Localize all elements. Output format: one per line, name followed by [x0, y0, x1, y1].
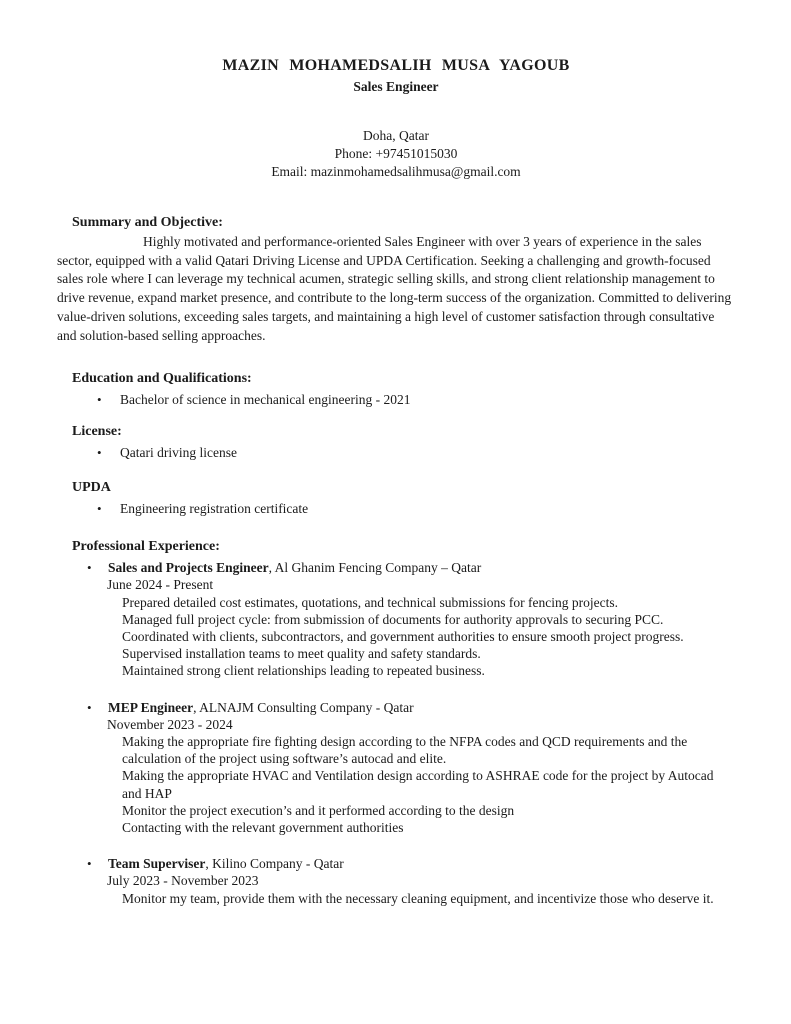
list-item — [97, 444, 735, 462]
job-details — [122, 890, 735, 907]
contact-email: Email: mazinmohamedsalihmusa@gmail.com — [271, 164, 521, 179]
job-detail-line: Supervised installation teams to meet quality and safety standards. — [122, 646, 481, 662]
job-detail-line: Making the appropriate fire fighting design according to the NFPA codes and QCD requirements and the calculation of the project using software’s autocad and elite. — [122, 734, 688, 767]
bullet-icon: • — [97, 392, 102, 408]
candidate-name: MAZIN MOHAMEDSALIH MUSA YAGOUB — [222, 57, 570, 74]
summary-paragraph: Highly motivated and performance-oriented Sales Engineer with over 3 years of experience in the sales sector, equipped with a valid Qatari Driving License and UPDA Certification. Seeking a challenging and growth-focused sales role where I can leverage my technical acumen, strategic selling skills, and strong client relationship management to drive revenue, expand market presence, and contribute to the long-term success of the organization. Committed to delivering value-driven solutions, exceeding sales targets, and maintaining a high level of customer satisfaction through consultative and solution-based selling approaches. — [57, 234, 732, 343]
job-entry — [57, 699, 735, 837]
job-detail-line: Maintained strong client relationships leading to repeated business. — [122, 663, 485, 679]
job-role: Team Superviser — [108, 856, 206, 872]
job-role: MEP Engineer — [108, 699, 194, 715]
license-heading: License: — [72, 424, 122, 440]
job-entry — [57, 559, 735, 679]
job-dates: November 2023 - 2024 — [107, 716, 233, 732]
list-item — [97, 500, 735, 518]
job-detail-line: Contacting with the relevant government authorities — [122, 820, 404, 836]
job-title-text — [108, 855, 344, 872]
contact-location: Doha, Qatar — [363, 128, 429, 143]
education-heading: Education and Qualifications: — [72, 371, 252, 387]
job-role: Sales and Projects Engineer — [108, 560, 269, 576]
job-details — [122, 594, 735, 680]
job-details — [122, 733, 735, 836]
job-entry — [57, 855, 735, 907]
job-detail-line: Making the appropriate HVAC and Ventilation design according to ASHRAE code for the project by Autocad and HAP — [122, 768, 714, 801]
education-item: Bachelor of science in mechanical engineering - 2021 — [120, 392, 411, 408]
job-company: , ALNAJM Consulting Company - Qatar — [193, 699, 414, 715]
job-dates: June 2024 - Present — [107, 577, 214, 593]
bullet-icon: • — [87, 560, 92, 576]
upda-item: Engineering registration certificate — [120, 501, 309, 517]
job-title-line — [57, 699, 735, 716]
bullet-icon: • — [87, 856, 92, 872]
bullet-icon: • — [97, 445, 102, 461]
upda-heading: UPDA — [72, 480, 111, 496]
contact-block — [57, 127, 735, 181]
job-detail-line: Managed full project cycle: from submission of documents for authority approvals to securing PCC. — [122, 611, 664, 627]
list-item — [97, 391, 735, 409]
job-detail-line: Monitor my team, provide them with the necessary cleaning equipment, and incentivize those who deserve it. — [122, 890, 714, 906]
job-company: , Kilino Company - Qatar — [205, 856, 344, 872]
contact-phone: Phone: +97451015030 — [334, 146, 458, 161]
job-title-text — [108, 559, 481, 576]
bullet-icon: • — [87, 699, 92, 715]
job-company: , Al Ghanim Fencing Company – Qatar — [268, 560, 482, 576]
job-detail-line: Monitor the project execution’s and it performed according to the design — [122, 802, 515, 818]
license-item: Qatari driving license — [120, 445, 237, 461]
job-title-text — [108, 699, 414, 716]
job-detail-line: Prepared detailed cost estimates, quotations, and technical submissions for fencing projects. — [122, 594, 618, 610]
bullet-icon: • — [97, 501, 102, 517]
experience-heading: Professional Experience: — [72, 539, 220, 555]
job-title-line — [57, 855, 735, 872]
candidate-job-title: Sales Engineer — [353, 79, 439, 94]
job-detail-line: Coordinated with clients, subcontractors, and government authorities to ensure smooth project progress. — [122, 629, 684, 645]
summary-heading: Summary and Objective: — [72, 215, 223, 230]
job-title-line — [57, 559, 735, 576]
job-dates: July 2023 - November 2023 — [107, 873, 259, 889]
